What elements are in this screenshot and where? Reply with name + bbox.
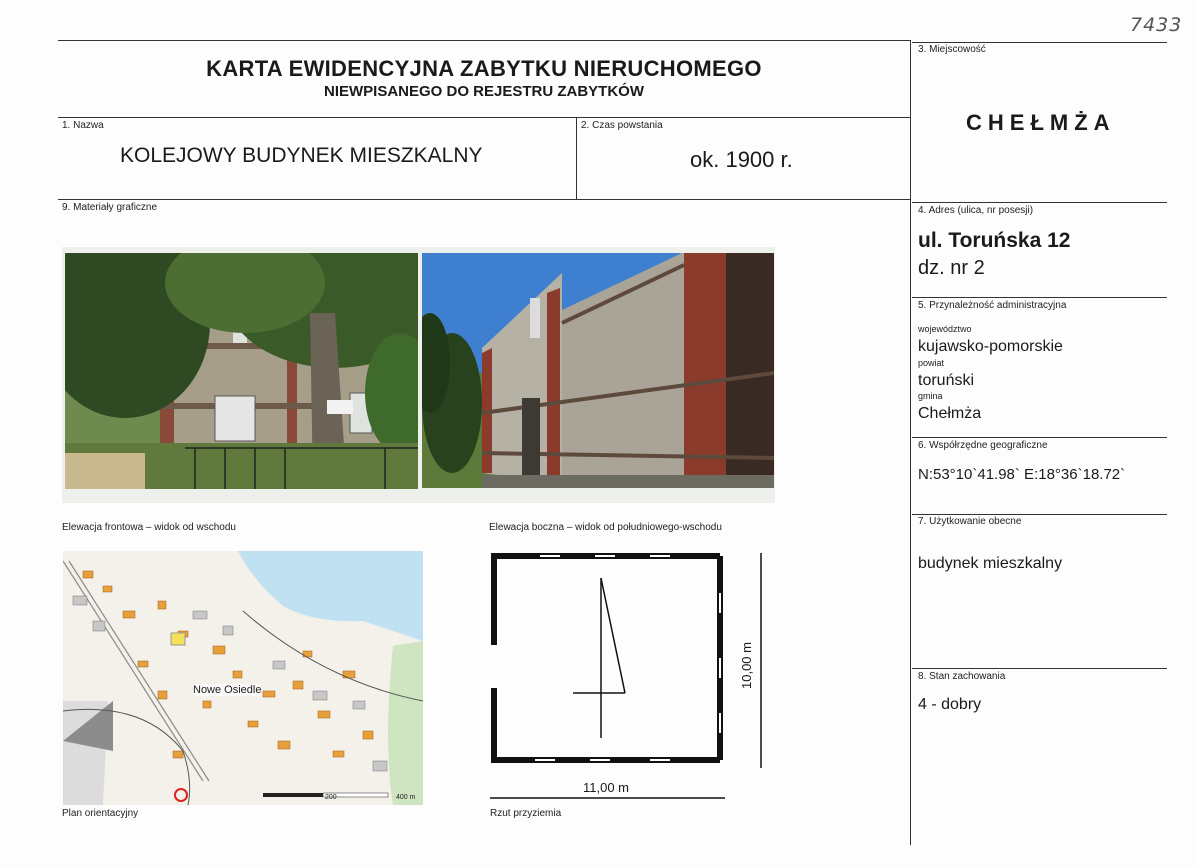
archive-number: 7433 (1130, 14, 1183, 36)
county-label: powiat (918, 358, 945, 368)
card-subtitle: NIEWPISANEGO DO REJESTRU ZABYTKÓW (323, 83, 645, 100)
top-border (58, 40, 910, 41)
name-date-divider (576, 117, 577, 199)
county-value: toruński (918, 372, 975, 389)
condition-label: 8. Stan zachowania (918, 671, 1006, 682)
map-scale-end: 400 m (396, 794, 416, 801)
address-label: 4. Adres (ulica, nr posesji) (918, 205, 1034, 216)
usage-value: budynek mieszkalny (918, 555, 1063, 572)
orientation-map (63, 551, 423, 805)
commune-label: gmina (918, 391, 943, 401)
name-value: KOLEJOWY BUDYNEK MIESZKALNY (120, 144, 483, 167)
map-scale-mid: 200 (325, 794, 337, 801)
floor-plan (485, 548, 775, 808)
side-caption: Elewacja boczna – widok od południowego-wschodu (489, 522, 722, 533)
card-header (58, 56, 910, 100)
front-caption: Elewacja frontowa – widok od wschodu (62, 522, 236, 533)
front-elevation-photo (65, 253, 418, 489)
right-divider-4 (912, 202, 1167, 203)
address-street: ul. Toruńska 12 (918, 229, 1071, 252)
locality-label: 3. Miejscowość (918, 44, 986, 55)
coords-value: N:53°10`41.98` E:18°36`18.72` (918, 466, 1126, 483)
graphics-label: 9. Materiały graficzne (62, 202, 158, 213)
right-divider-5 (912, 297, 1167, 298)
map-caption: Plan orientacyjny (62, 808, 139, 819)
voivodeship-label: województwo (918, 324, 972, 334)
side-elevation-photo (422, 253, 774, 488)
plan-caption: Rzut przyziemia (490, 808, 562, 819)
right-divider-7 (912, 514, 1167, 515)
condition-value: 4 - dobry (918, 696, 982, 713)
voivodeship-value: kujawsko-pomorskie (918, 338, 1063, 355)
date-value: ok. 1900 r. (690, 147, 793, 172)
right-top-border (912, 42, 1167, 43)
row-divider-1 (58, 117, 910, 118)
plan-height-label: 10,00 m (738, 642, 754, 689)
card-title: KARTA EWIDENCYJNA ZABYTKU NIERUCHOMEGO (206, 56, 762, 81)
date-label: 2. Czas powstania (581, 120, 663, 131)
admin-label: 5. Przynależność administracyjna (918, 300, 1067, 311)
name-label: 1. Nazwa (62, 120, 104, 131)
address-plot: dz. nr 2 (918, 257, 985, 279)
commune-value: Chełmża (918, 405, 982, 422)
plan-width-label: 11,00 m (583, 780, 630, 795)
column-divider (910, 40, 911, 845)
locality-value: CHEŁMŻA (966, 110, 1116, 135)
right-divider-6 (912, 437, 1167, 438)
right-divider-8 (912, 668, 1167, 669)
row-divider-2 (58, 199, 910, 200)
usage-label: 7. Użytkowanie obecne (918, 516, 1022, 527)
coords-label: 6. Współrzędne geograficzne (918, 440, 1048, 451)
map-place-label: Nowe Osiedle (193, 684, 262, 696)
